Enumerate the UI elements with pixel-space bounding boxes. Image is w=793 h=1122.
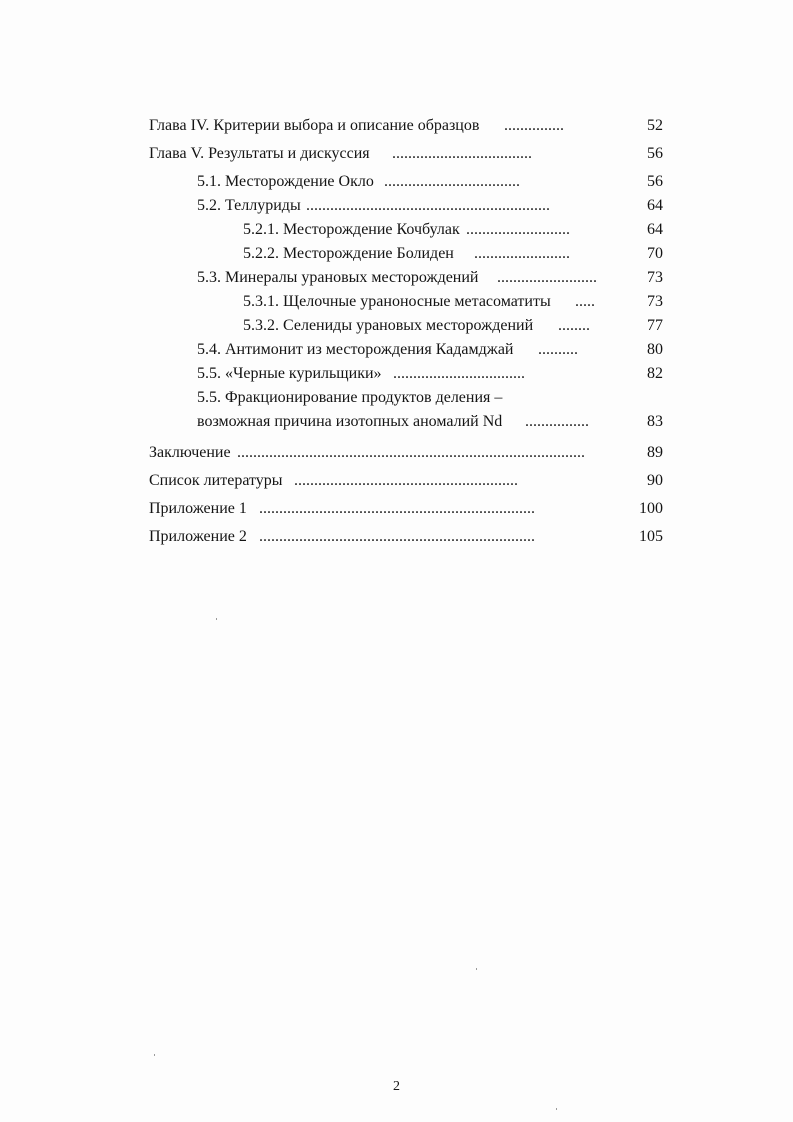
toc-page-number: 56: [647, 145, 663, 162]
toc-entry-5-5-black-smokers[interactable]: [0, 364, 793, 384]
scan-speck: [476, 968, 477, 970]
toc-entry-5-3[interactable]: [0, 268, 793, 288]
toc-entry-chapter-4[interactable]: [0, 116, 793, 136]
toc-entry-title: 5.2.2. Месторождение Болиден: [243, 245, 454, 262]
toc-page-number: 52: [647, 117, 663, 134]
toc-entry-title: возможная причина изотопных аномалий Nd: [197, 413, 503, 430]
toc-page-number: 89: [647, 444, 663, 461]
toc-entry-title: 5.2.1. Месторождение Кочбулак: [243, 221, 460, 238]
toc-leader-dots: .................................: [393, 365, 525, 382]
toc-leader-dots: ...................................: [392, 145, 532, 162]
toc-entry-5-1[interactable]: [0, 172, 793, 192]
toc-entry-5-2-2[interactable]: [0, 244, 793, 264]
toc-entry-5-3-1[interactable]: [0, 292, 793, 312]
toc-page-number: 64: [647, 197, 663, 214]
toc-entry-title: 5.5. «Черные курильщики»: [197, 365, 382, 382]
toc-page-number: 90: [647, 472, 663, 489]
toc-leader-dots: ................: [525, 413, 589, 430]
toc-entry-5-3-2[interactable]: [0, 316, 793, 336]
toc-page-number: 83: [647, 413, 663, 430]
toc-leader-dots: ..................................: [384, 173, 520, 190]
toc-leader-dots: ........................: [474, 245, 570, 262]
toc-entry-title: Глава V. Результаты и дискуссия: [149, 145, 370, 162]
toc-entry-chapter-5[interactable]: [0, 144, 793, 164]
toc-entry-title: 5.3.2. Селениды урановых месторождений: [243, 317, 534, 334]
toc-page-number: 82: [647, 365, 663, 382]
toc-entry-title: Список литературы: [149, 472, 283, 489]
toc-entry-title: Заключение: [149, 444, 231, 461]
toc-page-number: 64: [647, 221, 663, 238]
toc-entry-references[interactable]: [0, 471, 793, 491]
toc-leader-dots: ..........: [538, 341, 578, 358]
toc-leader-dots: .............................................................: [306, 197, 550, 214]
toc-entry-appendix-2[interactable]: [0, 527, 793, 547]
toc-leader-dots: .....................................................................: [259, 528, 535, 545]
toc-entry-title: 5.3.1. Щелочные ураноносные метасоматиты: [243, 293, 551, 310]
toc-leader-dots: ...............: [504, 117, 564, 134]
toc-page-number: 73: [647, 269, 663, 286]
toc-entry-5-4[interactable]: [0, 340, 793, 360]
toc-page-number: 100: [639, 500, 663, 517]
toc-page-number: 80: [647, 341, 663, 358]
toc-entry-conclusion[interactable]: [0, 443, 793, 463]
toc-leader-dots: .....: [575, 293, 595, 310]
toc-page-number: 56: [647, 173, 663, 190]
scan-speck: [154, 1054, 155, 1056]
toc-entry-appendix-1[interactable]: [0, 499, 793, 519]
toc-entry-title: Приложение 2: [149, 528, 247, 545]
toc-entry-5-5-fractionation-line-2[interactable]: [0, 412, 793, 432]
toc-page-number: 70: [647, 245, 663, 262]
page-number: 2: [393, 1079, 400, 1094]
toc-page-number: 105: [639, 528, 663, 545]
toc-page-number: 77: [647, 317, 663, 334]
scan-speck: [216, 618, 217, 620]
toc-entry-title: 5.4. Антимонит из месторождения Кадамджай: [197, 341, 514, 358]
toc-leader-dots: .......................................................................................: [237, 444, 585, 461]
toc-entry-title: 5.3. Минералы урановых месторождений: [197, 269, 479, 286]
toc-leader-dots: ..........................: [466, 221, 570, 238]
toc-entry-title: 5.2. Теллуриды: [197, 197, 301, 214]
toc-leader-dots: .....................................................................: [259, 500, 535, 517]
toc-entry-title: Приложение 1: [149, 500, 247, 517]
toc-entry-5-5-fractionation-line-1[interactable]: [0, 388, 793, 408]
toc-entry-5-2-1[interactable]: [0, 220, 793, 240]
toc-leader-dots: .........................: [497, 269, 597, 286]
toc-page-number: 73: [647, 293, 663, 310]
toc-entry-title: 5.5. Фракционирование продуктов деления –: [197, 389, 503, 406]
toc-leader-dots: ........: [558, 317, 590, 334]
scan-speck: [556, 1108, 557, 1110]
toc-entry-title: 5.1. Месторождение Окло: [197, 173, 374, 190]
toc-leader-dots: ........................................................: [294, 472, 518, 489]
toc-entry-title: Глава IV. Критерии выбора и описание образцов: [149, 117, 480, 134]
toc-entry-5-2[interactable]: [0, 196, 793, 216]
